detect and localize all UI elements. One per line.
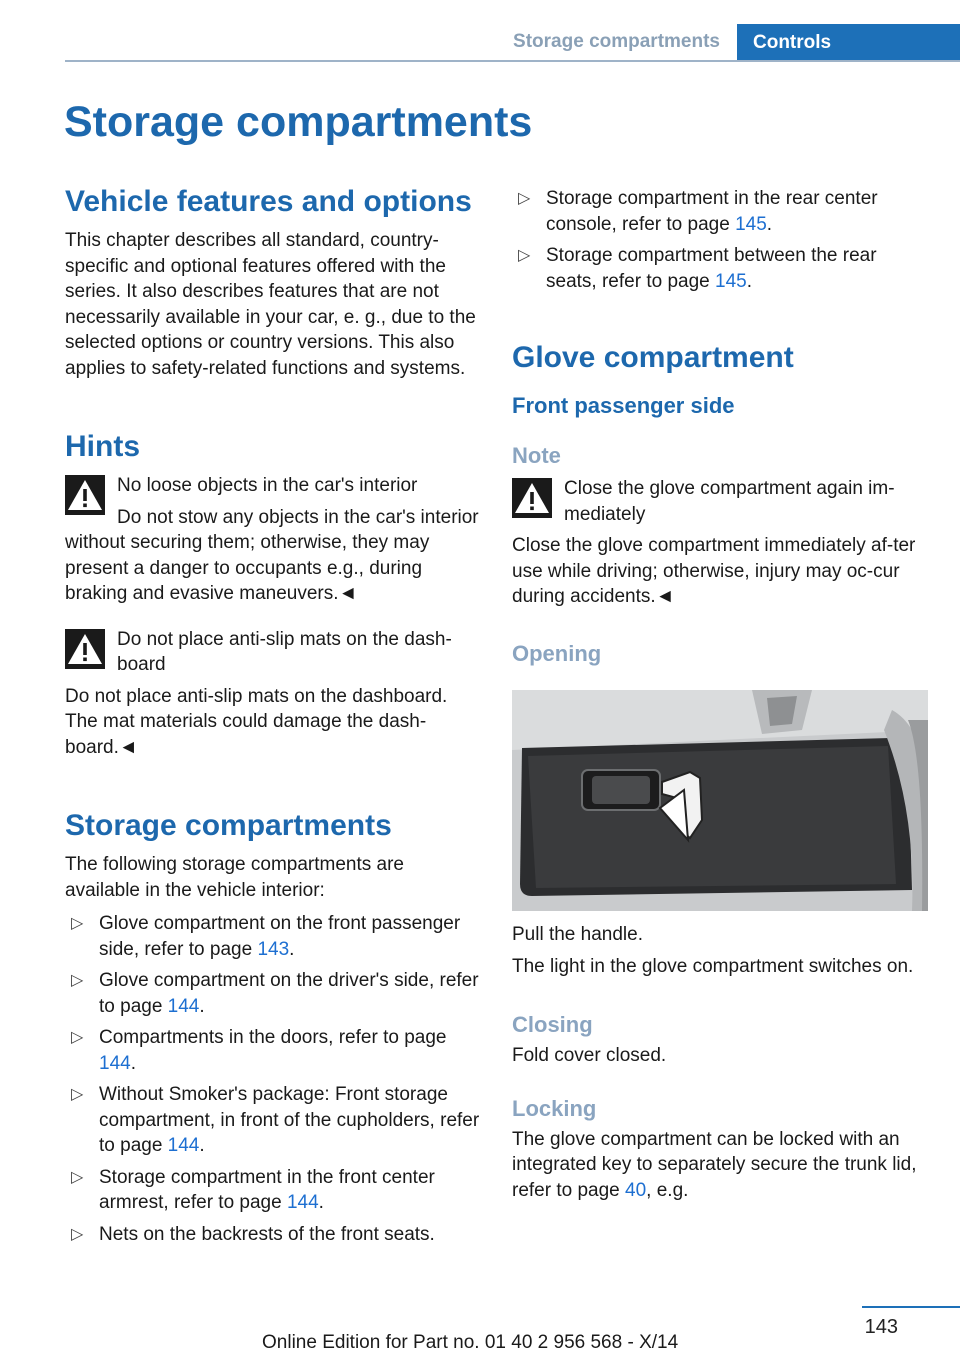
triangle-bullet-icon: ▷	[71, 1086, 84, 1103]
header-section-title: Storage compartments	[513, 31, 720, 52]
triangle-bullet-icon: ▷	[518, 190, 531, 207]
warning-close-glove-compartment	[512, 476, 930, 527]
right-column	[512, 186, 930, 668]
page-link[interactable]: 144	[286, 1192, 319, 1213]
list-item: ▷ Glove compartment on the driver's side, refer to page 144.	[71, 970, 479, 1017]
footer-rule	[862, 1306, 960, 1308]
front-passenger-side-heading: Front passenger side	[512, 393, 735, 418]
warning-body: Do not stow any objects in the car's interior without securing them; otherwise, they may present a danger to occupants e.g., during braking and evasive maneuvers.◄	[65, 506, 479, 604]
storage-list-continued	[512, 186, 930, 294]
right-column-lower	[512, 922, 930, 1203]
hints-heading: Hints	[65, 430, 140, 463]
locking-heading: Locking	[512, 1095, 597, 1121]
warning-anti-slip-mats	[65, 627, 483, 678]
storage-intro: The following storage compartments are available in the vehicle interior:	[65, 854, 404, 901]
warning-triangle-icon	[512, 478, 552, 518]
vehicle-features-body: This chapter describes all standard, country-specific and optional features offered with the series. It also describes features that are not necessarily available in your car, e. g., due to the selected options or country versions. This also applies to safety-related functions and systems.	[65, 230, 476, 379]
triangle-bullet-icon: ▷	[71, 915, 84, 932]
page-link[interactable]: 144	[99, 1052, 131, 1074]
warning-loose-objects	[65, 473, 483, 499]
opening-heading: Opening	[512, 640, 602, 666]
page-link[interactable]: 145	[715, 270, 747, 292]
page-link[interactable]: 143	[257, 938, 290, 960]
glove-compartment-heading: Glove compartment	[512, 341, 794, 374]
opening-step-pull-handle: Pull the handle.	[512, 924, 643, 945]
list-item: ▷ Glove compartment on the front passenger side, refer to page 143.	[71, 913, 461, 960]
glove-compartment-photo	[512, 690, 928, 911]
list-item: ▷ Storage compartment in the front center armrest, refer to page 144.	[71, 1166, 435, 1213]
header-chapter-tab[interactable]: Controls	[737, 24, 960, 62]
warning-title: Do not place anti-slip mats on the dash-board	[117, 628, 452, 675]
list-item: ▷ Storage compartment in the rear center console, refer to page 145.	[518, 188, 878, 235]
closing-heading: Closing	[512, 1012, 593, 1037]
page-number: 143	[864, 1316, 898, 1338]
locking-body: The glove compartment can be locked with an integrated key to separately secure the trunk lid, refer to page 40, e.g.	[512, 1128, 917, 1201]
note-heading: Note	[512, 443, 561, 468]
page-link[interactable]: 144	[167, 995, 200, 1017]
triangle-bullet-icon: ▷	[71, 1225, 84, 1243]
vehicle-features-heading: Vehicle features and options	[65, 185, 472, 218]
list-item: ▷ Without Smoker's package: Front storage compartment, in front of the cupholders, refer to page 144.	[71, 1084, 480, 1156]
storage-list	[65, 911, 483, 1247]
list-item: ▷ Storage compartment between the rear seats, refer to page 145.	[518, 245, 877, 292]
glove-compartment-illustration	[512, 690, 928, 911]
page-link[interactable]: 145	[735, 213, 767, 235]
warning-title: Close the glove compartment again im-mediately	[564, 478, 895, 525]
left-column	[65, 184, 483, 1253]
page-link[interactable]: 144	[167, 1135, 200, 1156]
warning-triangle-icon	[65, 475, 105, 515]
list-item: ▷ Nets on the backrests of the front seats.	[65, 1222, 483, 1248]
closing-body: Fold cover closed.	[512, 1045, 667, 1066]
storage-heading: Storage compartments	[65, 809, 392, 842]
triangle-bullet-icon: ▷	[71, 1029, 84, 1046]
footer-edition: Online Edition for Part no. 01 40 2 956 568 - X/14	[262, 1332, 679, 1353]
list-item: ▷ Compartments in the doors, refer to page 144.	[71, 1027, 447, 1074]
warning-body: Do not place anti-slip mats on the dashboard. The mat materials could damage the dash-board.◄	[65, 685, 448, 758]
triangle-bullet-icon: ▷	[518, 247, 531, 264]
page-title: Storage compartments	[64, 98, 533, 146]
warning-title: No loose objects in the car's interior	[117, 475, 418, 496]
page-link[interactable]: 40	[625, 1179, 647, 1201]
triangle-bullet-icon: ▷	[71, 972, 84, 989]
header-rule	[65, 60, 960, 62]
opening-step-light: The light in the glove compartment switches on.	[512, 955, 914, 977]
warning-triangle-icon	[65, 629, 105, 669]
warning-body: Close the glove compartment immediately af-ter use while driving; otherwise, injury may oc-cur during accidents.◄	[512, 535, 916, 607]
triangle-bullet-icon: ▷	[71, 1168, 84, 1186]
